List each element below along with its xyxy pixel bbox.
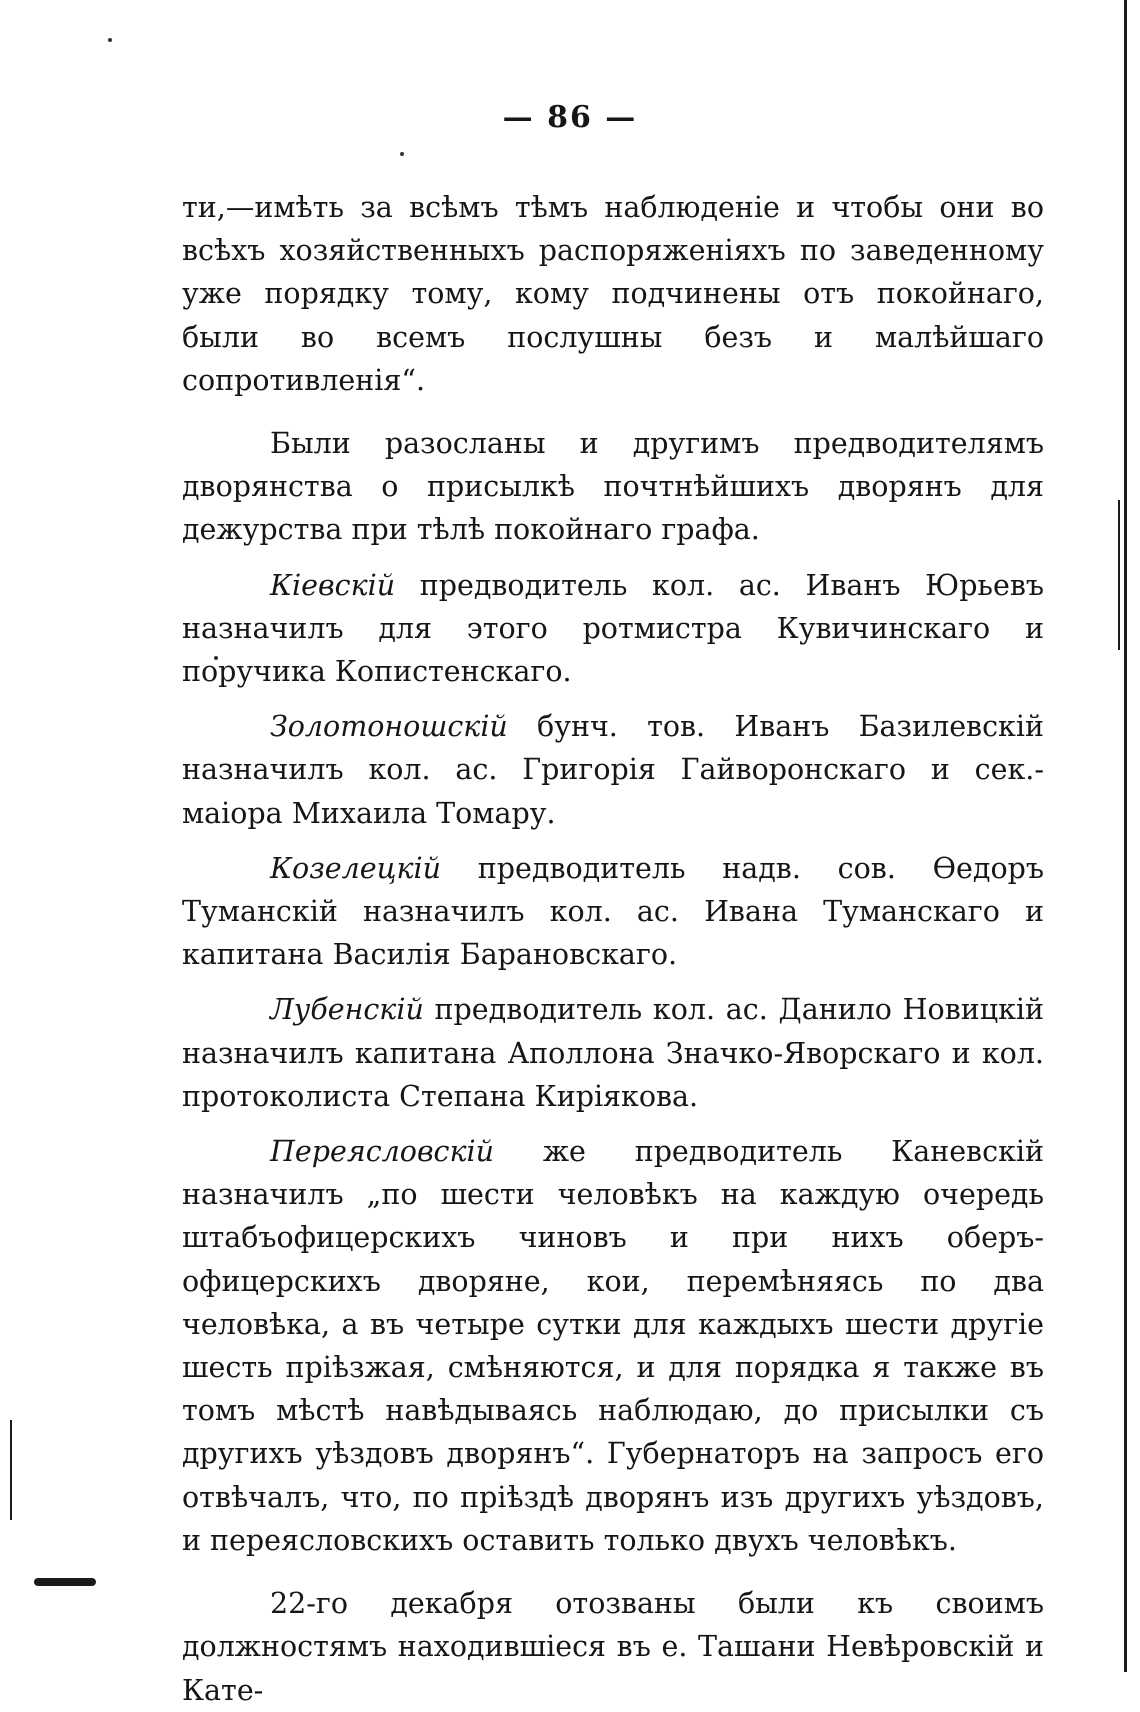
paragraph-2: Были разосланы и другимъ предводителямъ дворянства о присылкѣ почтнѣйшихъ дворянъ для дежурства при тѣлѣ покойнаго графа. <box>182 427 1044 547</box>
scan-edge-mark <box>10 1420 12 1520</box>
scan-edge-rule <box>1124 0 1127 1672</box>
page-body <box>182 186 1044 1712</box>
scan-ink-blot <box>34 1578 96 1586</box>
paragraph-text: предводитель надв. сов. Ѳедоръ Туманскій назначилъ кол. ас. Ивана Туманскаго и капитана Василія Барановскаго. <box>182 851 1044 972</box>
paragraph-text: бунч. тов. Иванъ Базилевскій назначилъ кол. ас. Григорія Гайворонскаго и сек.-маіора Михаила Томару. <box>182 710 1044 830</box>
district-name: Лубенскій <box>270 993 424 1027</box>
page-number: — 86 — <box>502 100 638 135</box>
paragraph-text: предводитель кол. ас. Данило Новицкій назначилъ капитана Аполлона Значко-Яворскаго и кол. протоколиста Степана Киріякова. <box>182 993 1044 1113</box>
district-name: Кіевскій <box>270 568 396 602</box>
scan-speck <box>400 152 404 156</box>
paragraph-3 <box>182 564 1044 694</box>
district-name: Переясловскій <box>270 1135 495 1169</box>
paragraph-text: же предводитель Каневскій назначилъ „по шести человѣкъ на каждую очередь штабъофицерскихъ чиновъ и при нихъ оберъ-офицерскихъ дворяне, кои, перемѣняясь по два человѣка, а въ четыре сутки для каждыхъ шести другіе шесть пріѣзжая, смѣняются, и для порядка я также въ томъ мѣстѣ навѣдываясь наблюдаю, до присылки съ другихъ уѣздовъ дворянъ“. Губернаторъ на запросъ его отвѣчалъ, что, по пріѣздѣ дворянъ изъ другихъ уѣздовъ, и переясловскихъ оставить только двухъ человѣкъ. <box>182 1135 1044 1557</box>
paragraph-text: предводитель кол. ас. Иванъ Юрьевъ назначилъ для этого ротмистра Кувичинскаго и поручика Копистенскаго. <box>182 568 1044 689</box>
scan-speck <box>108 38 112 42</box>
district-name: Золотоношскій <box>270 710 508 744</box>
paragraph-6 <box>182 988 1044 1118</box>
paragraph-1: ти,—имѣть за всѣмъ тѣмъ наблюденіе и чтобы они во всѣхъ хозяйственныхъ распоряженіяхъ по заведенному уже порядку тому, кому подчинены отъ покойнаго, были во всемъ послушны безъ и малѣйшаго сопротивленія“. <box>182 191 1044 397</box>
paragraph-4 <box>182 705 1044 835</box>
scan-edge-mark <box>1118 500 1120 650</box>
paragraph-5 <box>182 847 1044 977</box>
paragraph-8: 22-го декабря отозваны были къ своимъ должностямъ находившіеся въ е. Ташани Невѣровскій и Кате- <box>182 1587 1044 1707</box>
district-name: Козелецкій <box>270 851 442 885</box>
paragraph-7 <box>182 1130 1044 1562</box>
